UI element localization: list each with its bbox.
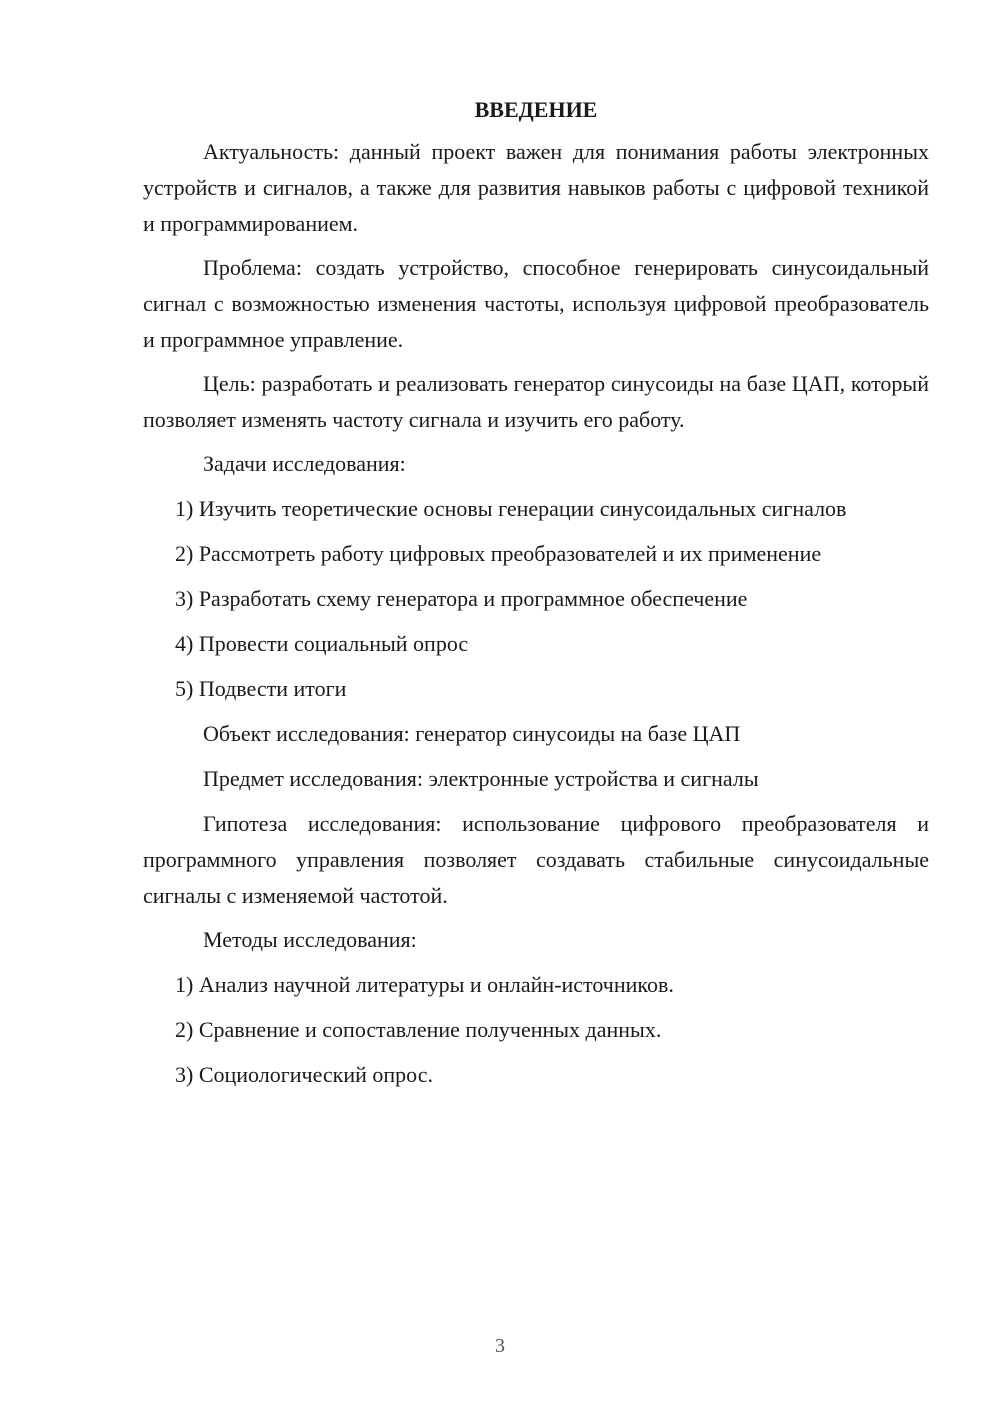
section-title: ВВЕДЕНИЕ [474, 97, 598, 122]
methods-heading: Методы исследования: [203, 927, 417, 952]
tasks-list [143, 491, 929, 707]
task-item-4: 4) Провести социальный опрос [175, 631, 469, 656]
task-item-2: 2) Рассмотреть работу цифровых преобразователей и их применение [175, 541, 822, 566]
research-subject: Предмет исследования: электронные устройства и сигналы [203, 766, 759, 791]
hypothesis-paragraph: Гипотеза исследования: использование цифрового преобразователя и программного управления позволяет создавать стабильные синусоидальные сигналы с изменяемой частотой. [143, 811, 929, 908]
relevance-paragraph: Актуальность: данный проект важен для понимания работы электронных устройств и сигналов, а также для развития навыков работы с цифровой техникой и программированием. [143, 139, 929, 236]
problem-paragraph: Проблема: создать устройство, способное генерировать синусоидальный сигнал с возможностью изменения частоты, используя цифровой преобразователь и программное управление. [143, 255, 929, 352]
task-item-1: 1) Изучить теоретические основы генерации синусоидальных сигналов [175, 496, 847, 521]
method-item-1: 1) Анализ научной литературы и онлайн-источников. [175, 972, 674, 997]
page-number: 3 [495, 1335, 505, 1357]
document-body [143, 92, 929, 1102]
methods-list [143, 967, 929, 1093]
method-item-2: 2) Сравнение и сопоставление полученных данных. [175, 1017, 662, 1042]
research-object: Объект исследования: генератор синусоиды на базе ЦАП [203, 721, 741, 746]
tasks-heading: Задачи исследования: [203, 451, 406, 476]
task-item-3: 3) Разработать схему генератора и программное обеспечение [175, 586, 748, 611]
goal-paragraph: Цель: разработать и реализовать генератор синусоиды на базе ЦАП, который позволяет изменять частоту сигнала и изучить его работу. [143, 371, 929, 432]
method-item-3: 3) Социологический опрос. [175, 1062, 433, 1087]
task-item-5: 5) Подвести итоги [175, 676, 347, 701]
